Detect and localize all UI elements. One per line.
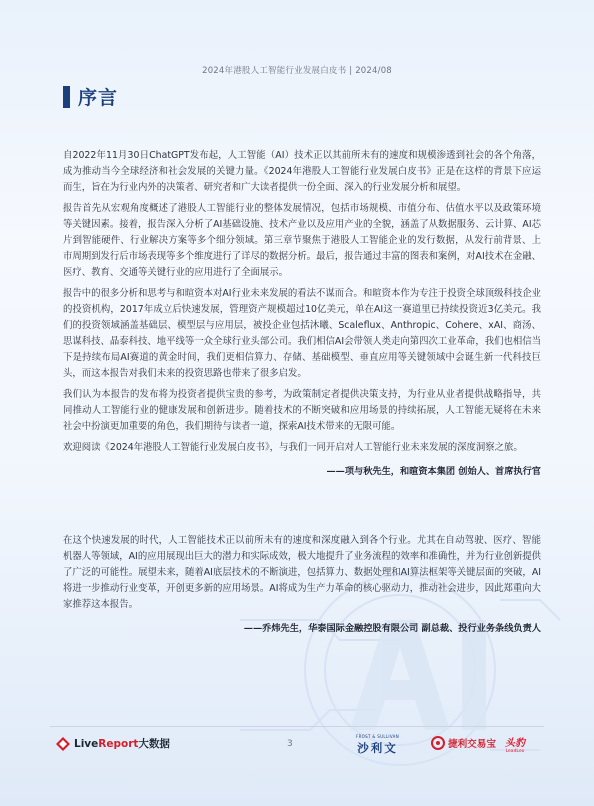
footer: [0, 734, 594, 764]
jieli-swirl-icon: [431, 736, 445, 750]
footer-divider: [50, 726, 544, 727]
section-title: [63, 83, 118, 110]
title-accent-bar: [63, 86, 70, 108]
paragraph: 报告中的很多分析和思考与和暄资本对AI行业未来发展的看法不谋而合。和暄资本作为专注于投资全球顶级科技企业的投资机构，2017年成立后快速发展，管理资产规模超过10亿美元，单在AI这一赛道里已持续投资近3亿美元。我们的投资领域涵盖基础层、模型层与应用层，被投企业包括沐曦、Scaleflux、Anthropic、Cohere、xAI、商汤、思谋科技、晶泰科技、地平线等一众全球行业头部公司。我们相信AI会带领人类走向第四次工业革命，我们也相信当下是持续布局AI赛道的黄金时间，我们更相信算力、存储、基础模型、垂直应用等关键领域中会诞生新一代科技巨头，而这本报告对我们未来的投资思路也带来了很多启发。: [63, 288, 541, 379]
livereport-logo: [56, 736, 170, 751]
signature-1: ——项与秋先生，和暄资本集团 创始人、首席执行官: [326, 466, 541, 477]
paragraph: 我们认为本报告的发布将为投资者提供宝贵的参考，为政策制定者提供决策支持，为行业从业者提供战略指导，共同推动人工智能行业的健康发展和创新进步。随着技术的不断突破和应用场景的持续拓展，人工智能无疑将在未来社会中扮演更加重要的角色，我们期待与读者一道，探索AI技术带来的无限可能。: [63, 389, 541, 432]
frost-small-text: FROST & SULLIVAN: [356, 734, 399, 739]
paragraph: 在这个快速发展的时代，人工智能技术正以前所未有的速度和深度融入到各个行业。尤其在自动驾驶、医疗、智能机器人等领域，AI的应用展现出巨大的潜力和实际成效，极大地提升了业务流程的效率和准确性，并为行业创新提供了广泛的可能性。展望未来，随着AI底层技术的不断演进，包括算力、数据处理和AI算法框架等关键层面的突破，AI将进一步推动行业变革，开创更多新的应用场景。AI将成为生产力革命的核心驱动力，推动社会进步，因此郑重向大家推荐这本报告。: [63, 535, 541, 610]
paragraph: 欢迎阅读《2024年港股人工智能行业发展白皮书》，与我们一同开启对人工智能行业未来发展的深度洞察之旅。: [63, 442, 523, 453]
logo-live-text: Live: [74, 738, 99, 750]
paragraph: 自2022年11月30日ChatGPT发布起，人工智能（AI）技术正以其前所未有的速度和规模渗透到社会的各个角落，成为推动当今全球经济和社会发展的关键力量。《2024年港股人工智能行业发展白皮书》正是在这样的背景下应运而生，旨在为行业内外的决策者、研究者和广大读者提供一份全面、深入的行业发展分析和展望。: [63, 150, 541, 193]
jieli-text: 捷利交易宝: [448, 739, 496, 750]
toubao-logo: [505, 734, 525, 754]
preface-body: [63, 148, 541, 485]
frost-big-text: 沙利文: [357, 741, 398, 755]
livereport-diamond-icon: [56, 737, 70, 751]
section-title-text: 序言: [78, 87, 119, 109]
toubao-small-text: LeadLeo: [505, 749, 525, 754]
frost-sullivan-logo: [356, 734, 399, 756]
toubao-big-text: 头豹: [505, 738, 525, 749]
signature-2: ——乔炜先生，华泰国际金融控股有限公司 副总裁、投行业务条线负责人: [243, 623, 541, 634]
jieli-logo: [431, 736, 496, 750]
endorsement-body: [63, 533, 541, 642]
paragraph: 报告首先从宏观角度概述了港股人工智能行业的整体发展情况，包括市场规模、市值分布、估值水平以及政策环境等关键因素。接着，报告深入分析了AI基础设施、技术产业以及应用产业的全貌，涵盖了从数据服务、云计算、AI芯片到智能硬件、行业解决方案等多个细分领域。第三章节聚焦于港股人工智能企业的发行数据，从发行前背景、上市周期到发行后市场表现等多个维度进行了详尽的数据分析。最后，报告通过丰富的图表和案例，对AI技术在金融、医疗、教育、交通等关键行业的应用进行了全面展示。: [63, 203, 541, 278]
page-number: 3: [287, 739, 293, 749]
running-header: 2024年港股人工智能行业发展白皮书 | 2024/08: [202, 66, 392, 76]
logo-report-text: Report: [98, 738, 139, 750]
logo-bigdata-text: 大数据: [138, 738, 170, 750]
